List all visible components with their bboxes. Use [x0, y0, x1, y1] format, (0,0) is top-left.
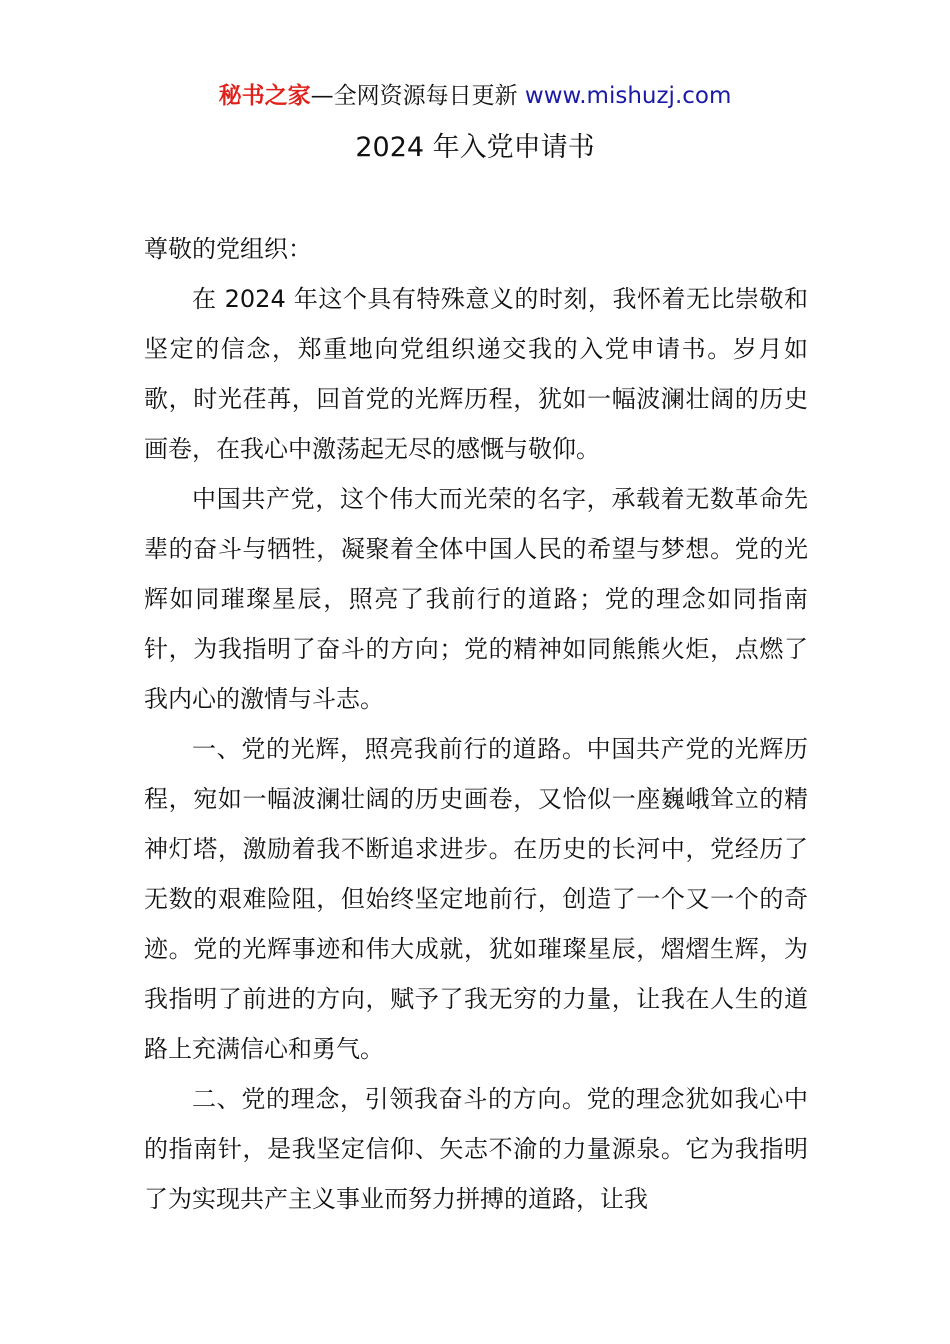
paragraph: 中国共产党，这个伟大而光荣的名字，承载着无数革命先辈的奋斗与牺牲，凝聚着全体中国人民的希望与梦想。党的光辉如同璀璨星辰，照亮了我前行的道路；党的理念如同指南针，为我指明了奋斗的方向；党的精神如同熊熊火炬，点燃了我内心的激情与斗志。: [144, 485, 808, 713]
paragraph: 在 2024 年这个具有特殊意义的时刻，我怀着无比崇敬和坚定的信念，郑重地向党组织递交我的入党申请书。岁月如歌，时光荏苒，回首党的光辉历程，犹如一幅波澜壮阔的历史画卷，在我心中激荡起无尽的感慨与敬仰。: [144, 285, 808, 463]
paragraph: 一、党的光辉，照亮我前行的道路。中国共产党的光辉历程，宛如一幅波澜壮阔的历史画卷，又恰似一座巍峨耸立的精神灯塔，激励着我不断追求进步。在历史的长河中，党经历了无数的艰难险阻，但始终坚定地前行，创造了一个又一个的奇迹。党的光辉事迹和伟大成就，犹如璀璨星辰，熠熠生辉，为我指明了前进的方向，赋予了我无穷的力量，让我在人生的道路上充满信心和勇气。: [144, 735, 808, 1063]
paragraph: 二、党的理念，引领我奋斗的方向。党的理念犹如我心中的指南针，是我坚定信仰、矢志不渝的力量源泉。它为我指明了为实现共产主义事业而努力拼搏的道路，让我: [144, 1085, 808, 1213]
site-header: [0, 80, 950, 112]
site-url-link[interactable]: www.mishuzj.com: [524, 83, 732, 109]
header-tagline: —全网资源每日更新: [310, 83, 525, 109]
brand-name: 秘书之家: [218, 83, 311, 109]
document-body: [144, 224, 808, 1224]
salutation: 尊敬的党组织：: [144, 235, 312, 263]
document-title: 2024 年入党申请书: [355, 132, 595, 163]
